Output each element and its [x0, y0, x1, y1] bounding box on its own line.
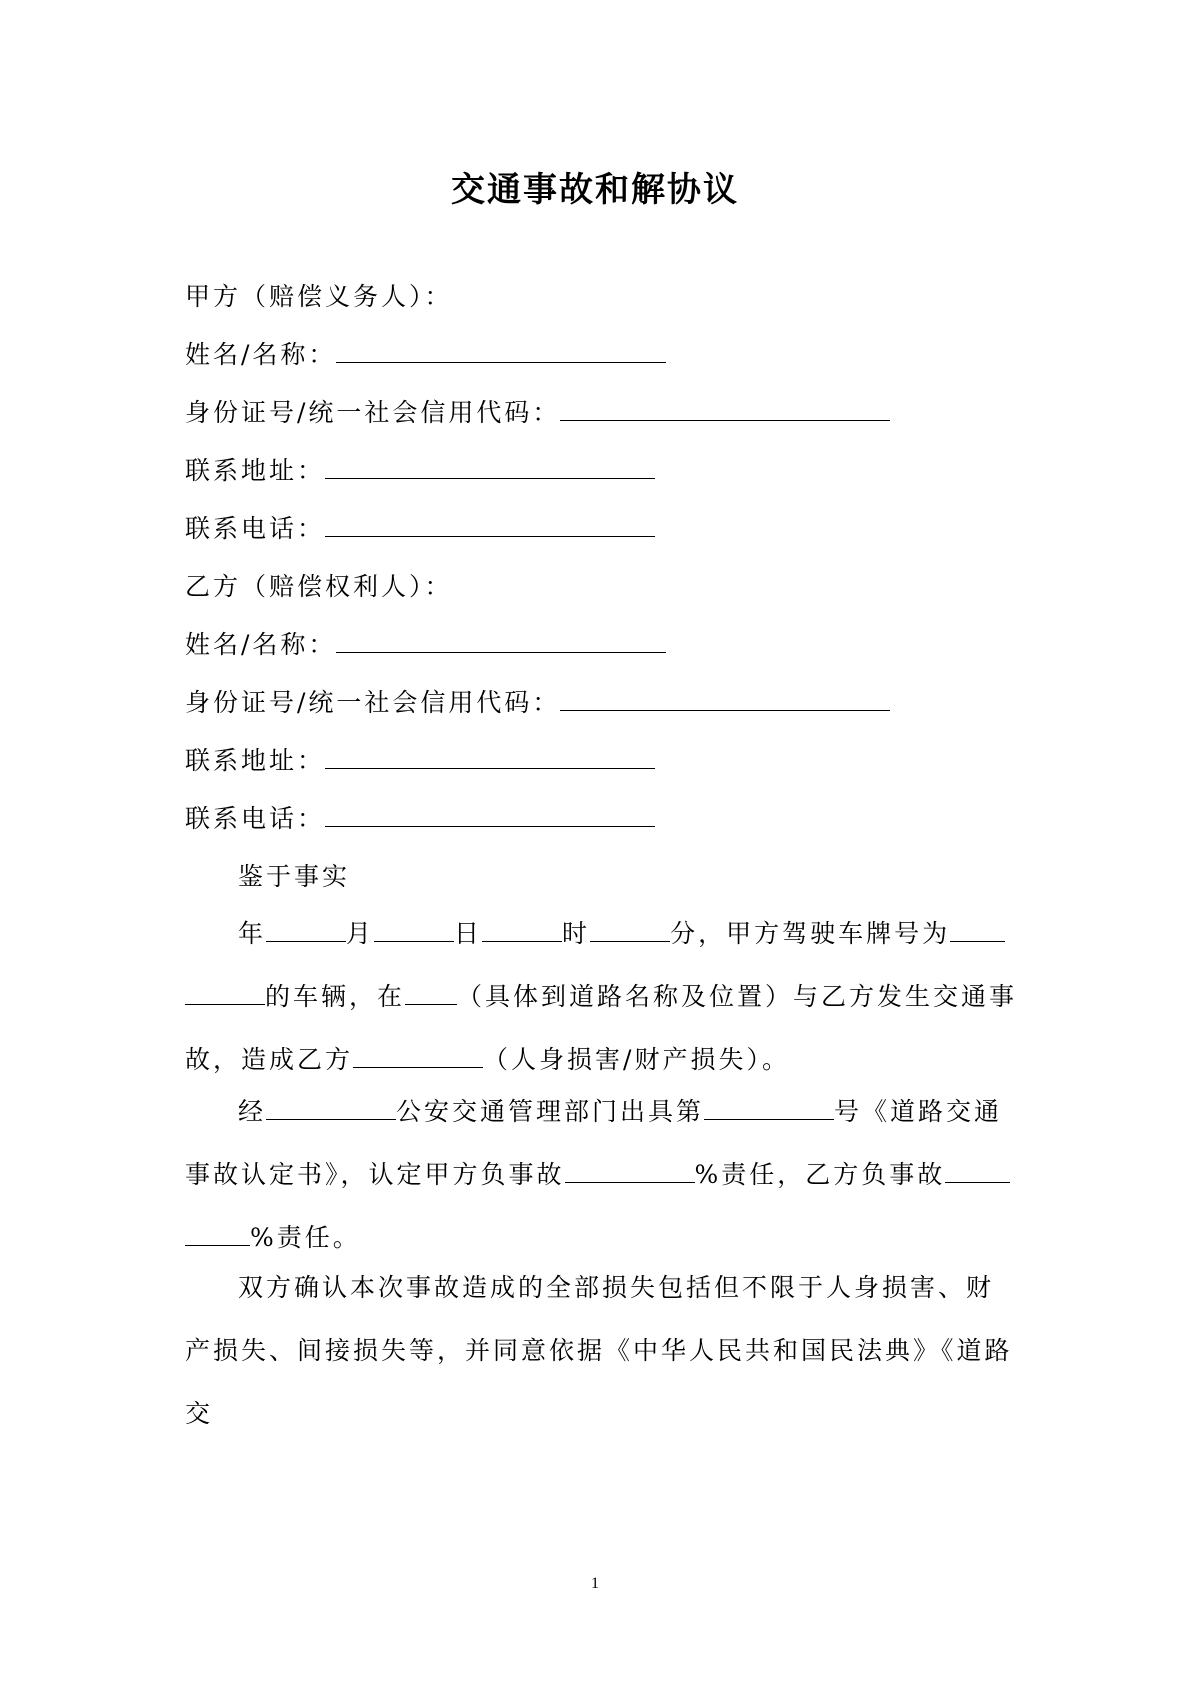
party-b-address-blank[interactable]: [325, 744, 655, 769]
party-a-id-label: 身份证号/统一社会信用代码：: [185, 398, 561, 427]
party-b-address-row: [185, 744, 655, 778]
facts-heading: 鉴于事实: [238, 862, 351, 891]
damage-blank[interactable]: [353, 1045, 483, 1068]
party-a-heading: 甲方（赔偿义务人）：: [185, 282, 453, 311]
damage-label: （人身损害/财产损失）。: [483, 1045, 790, 1074]
day-label: 日: [454, 919, 483, 948]
party-a-phone-blank[interactable]: [325, 512, 655, 537]
party-a-name-row: [185, 338, 666, 372]
party-b-phone-row: [185, 802, 655, 836]
facts-paragraph-3: 双方确认本次事故造成的全部损失包括但不限于人身损害、财产损失、间接损失等，并同意依据《中华人民共和国民法典》《道路交: [185, 1273, 1013, 1428]
plate-blank-1[interactable]: [950, 919, 1005, 942]
party-a-responsibility-label: %责任，乙方负事故: [694, 1160, 946, 1189]
department-label: 公安交通管理部门出具第: [396, 1097, 705, 1126]
day-blank[interactable]: [374, 919, 454, 942]
hour-label: 时: [562, 919, 591, 948]
party-b-id-label: 身份证号/统一社会信用代码：: [185, 688, 561, 717]
minute-blank[interactable]: [590, 919, 670, 942]
party-a-responsibility-blank[interactable]: [565, 1160, 695, 1183]
vehicle-label: 的车辆，在: [265, 982, 406, 1011]
party-a-name-blank[interactable]: [336, 338, 666, 363]
hour-blank[interactable]: [482, 919, 562, 942]
certificate-number-blank[interactable]: [704, 1097, 834, 1120]
party-a-address-label: 联系地址：: [185, 456, 326, 485]
month-blank[interactable]: [266, 919, 346, 942]
party-b-name-blank[interactable]: [336, 628, 666, 653]
party-b-responsibility-label: %责任。: [250, 1223, 361, 1252]
location-label: （具体到道路名称及位置）与乙方发生交通事故，造成乙方: [185, 982, 1018, 1074]
facts-paragraph-1: [185, 902, 1020, 1091]
party-b-id-row: [185, 686, 890, 720]
party-b-name-label: 姓名/名称：: [185, 630, 337, 659]
party-a-phone-row: [185, 512, 655, 546]
plate-blank-2[interactable]: [185, 982, 265, 1005]
location-blank[interactable]: [405, 982, 457, 1005]
month-label: 月: [346, 919, 375, 948]
facts-paragraph-2: [185, 1080, 1020, 1269]
party-b-responsibility-blank-1[interactable]: [945, 1160, 1010, 1183]
party-b-address-label: 联系地址：: [185, 746, 326, 775]
party-a-address-row: [185, 454, 655, 488]
department-blank[interactable]: [266, 1097, 396, 1120]
year-label: 年: [238, 919, 267, 948]
party-b-name-row: [185, 628, 666, 662]
certificate-label: 号《道路交通事故认定书》，认定甲方负事故: [185, 1097, 1003, 1189]
party-a-name-label: 姓名/名称：: [185, 340, 337, 369]
party-b-heading: 乙方（赔偿权利人）：: [185, 572, 453, 601]
party-b-phone-label: 联系电话：: [185, 804, 326, 833]
page-number: 1: [591, 1575, 599, 1592]
party-b-id-blank[interactable]: [560, 686, 890, 711]
party-a-address-blank[interactable]: [325, 454, 655, 479]
document-title: 交通事故和解协议: [451, 170, 739, 210]
party-b-phone-blank[interactable]: [325, 802, 655, 827]
party-a-id-blank[interactable]: [560, 396, 890, 421]
party-a-phone-label: 联系电话：: [185, 514, 326, 543]
minute-label: 分，甲方驾驶车牌号为: [670, 919, 951, 948]
party-b-responsibility-blank-2[interactable]: [185, 1223, 250, 1246]
department-prefix: 经: [238, 1097, 267, 1126]
party-a-id-row: [185, 396, 890, 430]
